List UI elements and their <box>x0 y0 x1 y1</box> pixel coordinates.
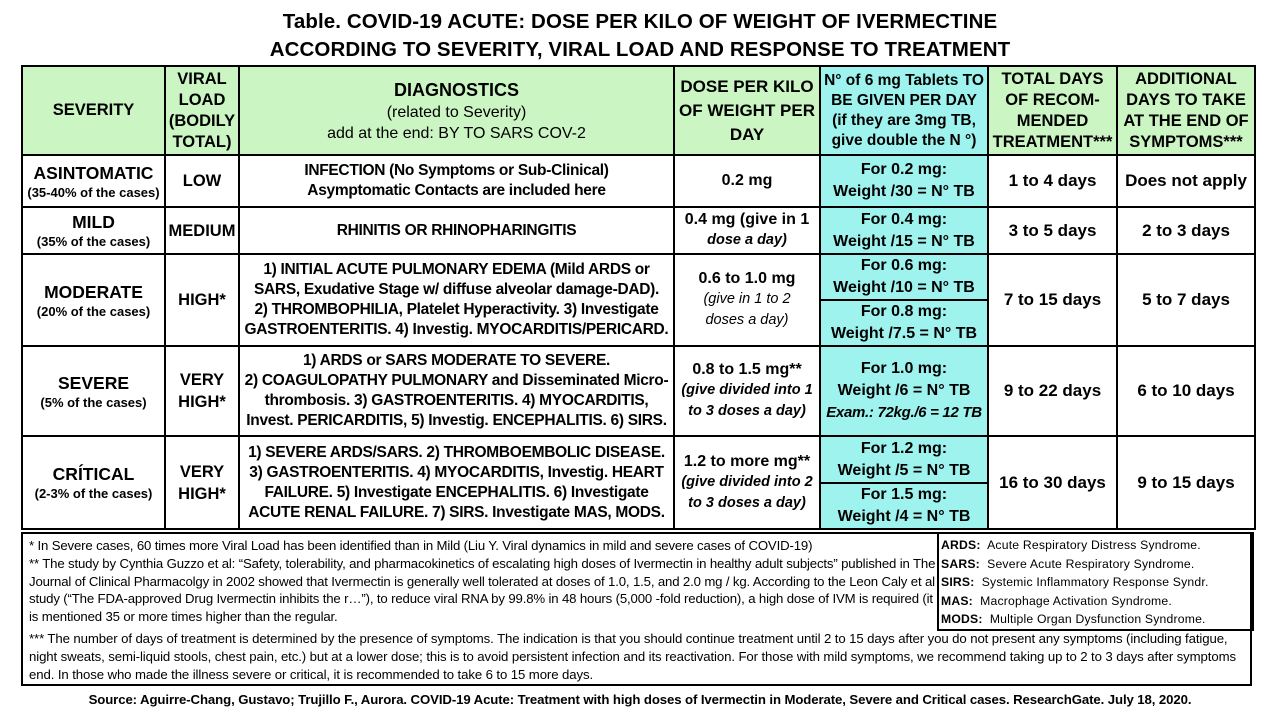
tablets-cell: For 1.0 mg: Weight /6 = N° TB Exam.: 72kg./6 = 12 TB <box>820 346 988 436</box>
abbreviation-row: MODS: Multiple Organ Dysfunction Syndrome. <box>941 612 1206 627</box>
abbreviations-box <box>937 532 1254 631</box>
abbreviation-row: SIRS: Systemic Inflammatory Response Syndr. <box>941 575 1209 590</box>
viral-load-cell: MEDIUM <box>165 207 239 254</box>
footnotes-left <box>29 537 937 626</box>
header-tablets: N° of 6 mg Tablets TO BE GIVEN PER DAY (if they are 3mg TB, give double the N °) <box>820 66 988 155</box>
table-row <box>22 155 1255 207</box>
dose-table <box>21 65 1256 530</box>
header-row <box>22 66 1255 155</box>
diagnostics-cell: 1) INITIAL ACUTE PULMONARY EDEMA (Mild ARDS or SARS, Exudative Stage w/ diffuse alveolar damage-DAD). 2) THROMBOPHILIA, Platelet Hyperactivity. 3) Investigate GASTROENTERITIS. 4) Investig. MYOCARDITIS/PERICARD. <box>239 254 674 346</box>
total-days-cell: 16 to 30 days <box>988 436 1117 529</box>
severity-cell: MILD (35% of the cases) <box>22 207 165 254</box>
header-additional-days: ADDITIONAL DAYS TO TAKE AT THE END OF SYMPTOMS*** <box>1117 66 1255 155</box>
diagnostics-cell: 1) SEVERE ARDS/SARS. 2) THROMBOEMBOLIC DISEASE. 3) GASTROENTERITIS. 4) MYOCARDITIS, Investig. HEART FAILURE. 5) Investigate ENCEPHALITIS. 6) Investigate ACUTE RENAL FAILURE. 7) SIRS. Investigate MAS, MODS. <box>239 436 674 529</box>
additional-days-cell: 6 to 10 days <box>1117 346 1255 436</box>
tablets-cell: For 0.2 mg: Weight /30 = N° TB <box>820 155 988 207</box>
footnotes-bottom <box>29 630 1247 683</box>
total-days-cell: 7 to 15 days <box>988 254 1117 346</box>
severity-cell: ASINTOMATIC (35-40% of the cases) <box>22 155 165 207</box>
additional-days-cell: 5 to 7 days <box>1117 254 1255 346</box>
table-row <box>22 207 1255 254</box>
abbreviation-row: ARDS: Acute Respiratory Distress Syndrome. <box>941 538 1201 552</box>
dose-cell: 0.6 to 1.0 mg (give in 1 to 2 doses a day) <box>674 254 820 346</box>
dose-cell: 0.4 mg (give in 1 dose a day) <box>674 207 820 254</box>
header-severity: SEVERITY <box>22 66 165 155</box>
header-total-days: TOTAL DAYS OF RECOM- MENDED TREATMENT*** <box>988 66 1117 155</box>
tablets-example: Exam.: 72kg./6 = 12 TB <box>826 404 982 421</box>
additional-days-cell: 9 to 15 days <box>1117 436 1255 529</box>
abbreviation-row: MAS: Macrophage Activation Syndrome. <box>941 593 1172 608</box>
tablets-cell: For 1.2 mg: Weight /5 = N° TB <box>820 436 988 483</box>
tablets-cell: For 1.5 mg: Weight /4 = N° TB <box>820 483 988 529</box>
abbreviation-row: SARS: Severe Acute Respiratory Syndrome. <box>941 556 1195 571</box>
diagnostics-cell: 1) ARDS or SARS MODERATE TO SEVERE. 2) COAGULOPATHY PULMONARY and Disseminated Micro- thrombosis. 3) GASTROENTERITIS. 4) MYOCARDITIS, Invest. PERICARDITIS, 5) Investig. ENCEPHALITIS. 6) SIRS. <box>239 346 674 436</box>
footnote-1: * In Severe cases, 60 times more Viral Load has been identified than in Mild (Liu Y. Viral dynamics in mild and severe cases of COVID-19) <box>29 538 813 553</box>
tablets-cell: For 0.6 mg: Weight /10 = N° TB <box>820 254 988 300</box>
viral-load-cell: LOW <box>165 155 239 207</box>
source-citation: Source: Aguirre-Chang, Gustavo; Trujillo F., Aurora. COVID-19 Acute: Treatment with high doses of Ivermectin in Moderate, Severe and Critical cases. ResearchGate. July 18, 2020. <box>88 692 1192 707</box>
dose-cell: 0.8 to 1.5 mg** (give divided into 1 to 3 doses a day) <box>674 346 820 436</box>
dose-cell: 1.2 to more mg** (give divided into 2 to 3 doses a day) <box>674 436 820 529</box>
total-days-cell: 9 to 22 days <box>988 346 1117 436</box>
footnotes-box <box>21 532 1252 686</box>
table-row <box>22 436 1255 483</box>
table-row <box>22 254 1255 300</box>
table-title <box>0 8 1280 64</box>
header-dose: DOSE PER KILO OF WEIGHT PER DAY <box>674 66 820 155</box>
diagnostics-cell: INFECTION (No Symptoms or Sub-Clinical) Asymptomatic Contacts are included here <box>239 155 674 207</box>
viral-load-cell: HIGH* <box>165 254 239 346</box>
additional-days-cell: 2 to 3 days <box>1117 207 1255 254</box>
severity-cell: MODERATE (20% of the cases) <box>22 254 165 346</box>
severity-cell: CRÍTICAL (2-3% of the cases) <box>22 436 165 529</box>
table-row <box>22 346 1255 436</box>
tablets-cell: For 0.8 mg: Weight /7.5 = N° TB <box>820 300 988 346</box>
viral-load-cell: VERY HIGH* <box>165 436 239 529</box>
title-line-1: Table. COVID-19 ACUTE: DOSE PER KILO OF WEIGHT OF IVERMECTINE <box>282 10 998 33</box>
footnote-3: *** The number of days of treatment is determined by the presence of symptoms. The indication is that you should continue treatment until 2 to 15 days after you do not present any symptoms (including fatigue, night sweats, semi-liquid stools, chest pain, etc.) but at a lower dose; this is to avoid persistent infection and its reactivation. For those with mild symptoms, we recommend taking up to 2 to 3 days after symptoms end. In those who made the illness severe or critical, it is recommended to take 6 to 15 more days. <box>29 631 1236 682</box>
total-days-cell: 1 to 4 days <box>988 155 1117 207</box>
diagnostics-cell: RHINITIS OR RHINOPHARINGITIS <box>239 207 674 254</box>
title-line-2: ACCORDING TO SEVERITY, VIRAL LOAD AND RESPONSE TO TREATMENT <box>269 38 1011 61</box>
dose-cell: 0.2 mg <box>674 155 820 207</box>
total-days-cell: 3 to 5 days <box>988 207 1117 254</box>
footnote-2: ** The study by Cynthia Guzzo et al: “Safety, tolerability, and pharmacokinetics of escalating high doses of Ivermectin in healthy adult subjects” published in The Journal of Clinical Pharmacolgy in 2002 showed that Ivermectin is generally well tolerated at doses of 1.0, 1.5, and 2.0 mg / kg. According to the Leon Caly et al study (“The FDA-approved Drug Ivermectin inhibits the r…”), to reduce viral RNA by 99.8% in 48 hours (5,000 -fold reduction), a high dose of IVM is required (it is mentioned 35 or more times higher than the regular. <box>29 555 936 625</box>
severity-cell: SEVERE (5% of the cases) <box>22 346 165 436</box>
viral-load-cell: VERY HIGH* <box>165 346 239 436</box>
additional-days-cell: Does not apply <box>1117 155 1255 207</box>
header-viral-load: VIRAL LOAD (BODILY TOTAL) <box>165 66 239 155</box>
tablets-cell: For 0.4 mg: Weight /15 = N° TB <box>820 207 988 254</box>
header-diagnostics: DIAGNOSTICS (related to Severity) add at the end: BY TO SARS COV-2 <box>239 66 674 155</box>
